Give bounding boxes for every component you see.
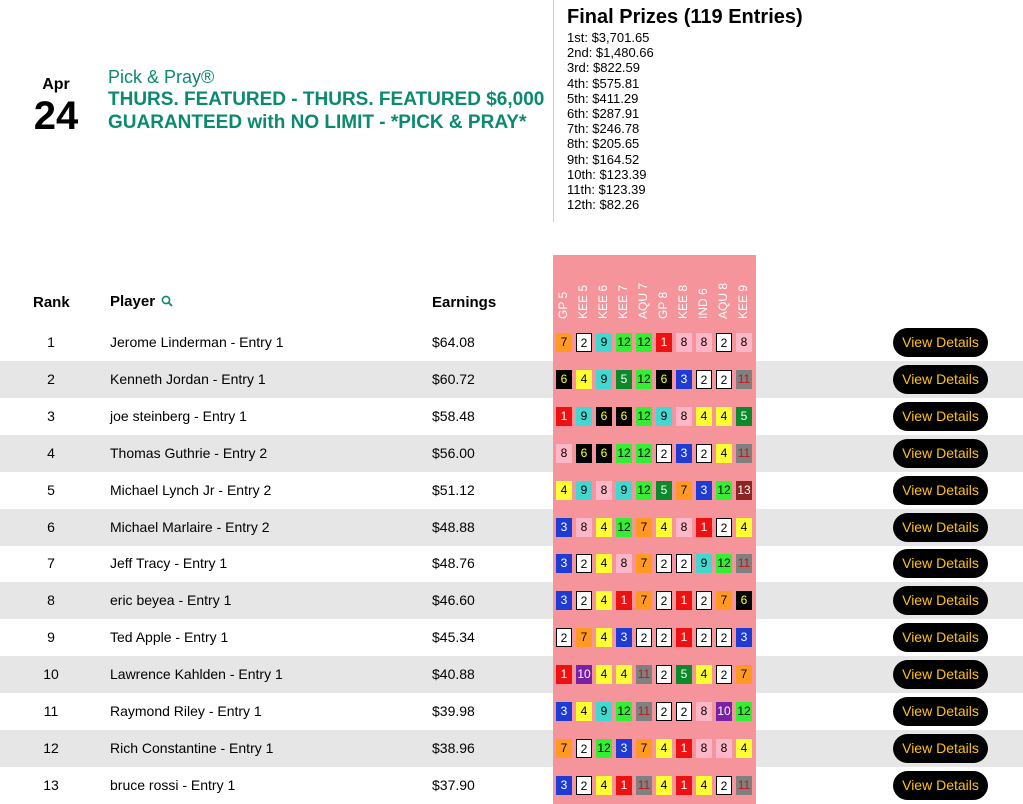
pick-badge: 5 [736, 407, 752, 426]
picks-strip [553, 509, 756, 546]
pick-badge: 7 [716, 591, 732, 610]
pick-badge: 9 [596, 333, 612, 352]
pick-badge: 4 [576, 370, 592, 389]
pick-badge: 1 [676, 591, 692, 610]
table-row [0, 730, 1023, 767]
pick-badge: 12 [636, 370, 652, 389]
pick-badge: 4 [716, 444, 732, 463]
prize-line: 3rd: $822.59 [567, 60, 641, 76]
table-row [0, 398, 1023, 435]
race-header [596, 255, 612, 319]
table-row [0, 324, 1023, 361]
pick-badge: 3 [556, 702, 572, 721]
race-header [556, 255, 572, 319]
player-name: Thomas Guthrie - Entry 2 [110, 444, 268, 461]
pick-badge: 11 [636, 776, 652, 795]
earnings-cell: $48.76 [432, 555, 475, 572]
pick-badge: 2 [656, 444, 672, 463]
pick-badge: 2 [656, 665, 672, 684]
pick-badge: 5 [616, 370, 632, 389]
pick-badge: 3 [556, 776, 572, 795]
pick-badge: 4 [736, 518, 752, 537]
prize-line: 1st: $3,701.65 [567, 30, 650, 45]
pick-badge: 4 [716, 407, 732, 426]
race-header-label: AQU 8 [716, 282, 730, 319]
pick-badge: 4 [696, 665, 712, 684]
pick-badge: 12 [616, 518, 632, 537]
table-row [0, 472, 1023, 509]
earnings-cell: $60.72 [432, 370, 475, 387]
table-row [0, 509, 1023, 546]
picks-strip [553, 324, 756, 361]
earnings-cell: $38.96 [432, 739, 475, 756]
rank-cell: 10 [43, 666, 59, 683]
rank-cell: 13 [43, 776, 59, 793]
pick-badge: 1 [676, 628, 692, 647]
pick-badge: 9 [596, 702, 612, 721]
race-header-label: KEE 8 [676, 284, 690, 319]
picks-strip [553, 361, 756, 398]
pick-badge: 7 [676, 481, 692, 500]
date-month: Apr [42, 76, 70, 93]
pick-badge: 2 [636, 628, 652, 647]
pick-badge: 2 [656, 702, 672, 721]
pick-badge: 7 [636, 554, 652, 573]
pick-badge: 13 [736, 481, 752, 500]
pick-badge: 2 [696, 370, 712, 389]
picks-strip [553, 619, 756, 656]
view-details-button[interactable]: View Details [893, 513, 988, 542]
table-row [0, 767, 1023, 804]
pick-badge: 11 [636, 665, 652, 684]
rank-cell: 2 [47, 370, 55, 387]
pick-badge: 7 [556, 739, 572, 758]
pick-badge: 6 [596, 444, 612, 463]
race-header-band [553, 255, 756, 325]
pick-badge: 4 [616, 665, 632, 684]
race-header-label: AQU 7 [636, 282, 650, 319]
pick-badge: 7 [636, 739, 652, 758]
pick-badge: 3 [676, 444, 692, 463]
pick-badge: 11 [636, 702, 652, 721]
pick-badge: 8 [696, 333, 712, 352]
player-name: Michael Lynch Jr - Entry 2 [110, 481, 272, 498]
pick-badge: 2 [716, 370, 732, 389]
rank-cell: 11 [43, 703, 59, 719]
pick-badge: 12 [636, 444, 652, 463]
earnings-header: Earnings [432, 294, 497, 311]
player-name: joe steinberg - Entry 1 [110, 407, 247, 424]
rank-cell: 12 [43, 739, 59, 756]
race-header [676, 255, 692, 319]
pick-badge: 4 [596, 591, 612, 610]
pick-badge: 6 [576, 444, 592, 463]
pick-badge: 7 [556, 333, 572, 352]
earnings-cell: $46.60 [432, 592, 475, 609]
race-header-label: IND 6 [696, 288, 710, 319]
rank-cell: 8 [47, 592, 55, 609]
pick-badge: 2 [676, 554, 692, 573]
pick-badge: 6 [596, 407, 612, 426]
pick-badge: 7 [636, 518, 652, 537]
player-name: Jerome Linderman - Entry 1 [110, 334, 284, 350]
rank-cell: 9 [47, 629, 55, 646]
picks-strip [553, 398, 756, 435]
view-details-button[interactable]: View Details [893, 697, 988, 726]
pick-badge: 6 [736, 591, 752, 610]
pick-badge: 7 [736, 665, 752, 684]
pick-badge: 8 [676, 407, 692, 426]
contest-title: THURS. FEATURED - THURS. FEATURED $6,000 GUARANTEED with NO LIMIT - *PICK & PRAY* [108, 89, 545, 133]
pick-badge: 11 [736, 370, 752, 389]
pick-badge: 8 [696, 739, 712, 758]
view-details-button[interactable]: View Details [893, 328, 988, 357]
picks-strip [553, 656, 756, 693]
race-header [636, 255, 652, 319]
pick-badge: 9 [576, 407, 592, 426]
pick-badge: 2 [576, 333, 592, 352]
view-details-button[interactable]: View Details [893, 660, 988, 689]
pick-badge: 7 [576, 628, 592, 647]
pick-badge: 8 [576, 518, 592, 537]
race-header [736, 255, 752, 319]
pick-badge: 2 [716, 665, 732, 684]
rank-cell: 5 [47, 481, 55, 498]
pick-badge: 2 [696, 591, 712, 610]
table-row [0, 361, 1023, 398]
pick-badge: 2 [696, 444, 712, 463]
pick-badge: 12 [636, 481, 652, 500]
pick-badge: 2 [716, 776, 732, 795]
pick-badge: 12 [716, 481, 732, 500]
picks-strip [553, 472, 756, 509]
picks-strip [553, 767, 756, 804]
prize-line: 4th: $575.81 [567, 75, 640, 91]
race-header [696, 255, 712, 319]
pick-badge: 8 [596, 481, 612, 500]
pick-badge: 8 [556, 444, 572, 463]
player-name: Jeff Tracy - Entry 1 [110, 555, 228, 572]
pick-badge: 2 [656, 554, 672, 573]
earnings-cell: $56.00 [432, 444, 475, 461]
pick-badge: 2 [676, 702, 692, 721]
view-details-button[interactable]: View Details [893, 623, 988, 652]
race-header-label: KEE 6 [596, 284, 610, 319]
pick-badge: 4 [656, 518, 672, 537]
pick-badge: 11 [736, 444, 752, 463]
prize-line: 6th: $287.91 [567, 106, 640, 122]
prize-line: 10th: $123.39 [567, 166, 647, 182]
pick-badge: 3 [556, 518, 572, 537]
earnings-cell: $39.98 [432, 703, 475, 719]
pick-badge: 12 [616, 702, 632, 721]
race-header-label: KEE 9 [736, 284, 750, 319]
player-name: Rich Constantine - Entry 1 [110, 739, 274, 756]
race-header-label: KEE 5 [576, 284, 590, 319]
pick-badge: 2 [576, 739, 592, 758]
earnings-cell: $40.88 [432, 666, 475, 683]
contest-info [108, 66, 558, 134]
contest-subtitle: Pick & Pray® [108, 67, 215, 87]
search-icon[interactable] [161, 294, 173, 311]
pick-badge: 2 [716, 333, 732, 352]
picks-strip [553, 582, 756, 619]
table-row [0, 656, 1023, 693]
earnings-cell: $64.08 [432, 334, 475, 350]
pick-badge: 2 [656, 628, 672, 647]
pick-badge: 2 [576, 591, 592, 610]
race-header [716, 255, 732, 319]
pick-badge: 2 [656, 591, 672, 610]
picks-strip [553, 730, 756, 767]
pick-badge: 12 [616, 333, 632, 352]
pick-badge: 2 [576, 554, 592, 573]
pick-badge: 8 [696, 702, 712, 721]
pick-badge: 10 [576, 665, 592, 684]
pick-badge: 3 [696, 481, 712, 500]
pick-badge: 9 [656, 407, 672, 426]
prize-line: 9th: $164.52 [567, 151, 640, 167]
pick-badge: 12 [636, 333, 652, 352]
pick-badge: 1 [676, 776, 692, 795]
pick-badge: 2 [556, 628, 572, 647]
earnings-cell: $37.90 [432, 776, 475, 793]
view-details-button[interactable]: View Details [893, 734, 988, 763]
table-row [0, 693, 1023, 730]
player-name: eric beyea - Entry 1 [110, 592, 232, 609]
race-header-label: GP 5 [556, 291, 570, 319]
pick-badge: 12 [736, 702, 752, 721]
pick-badge: 2 [716, 628, 732, 647]
pick-badge: 6 [616, 407, 632, 426]
pick-badge: 11 [736, 776, 752, 795]
prizes-panel [553, 0, 803, 222]
pick-badge: 4 [736, 739, 752, 758]
view-details-button[interactable]: View Details [893, 439, 988, 468]
pick-badge: 1 [696, 518, 712, 537]
earnings-cell: $45.34 [432, 629, 475, 646]
picks-strip [553, 435, 756, 472]
pick-badge: 1 [556, 665, 572, 684]
pick-badge: 2 [576, 776, 592, 795]
pick-badge: 1 [556, 407, 572, 426]
pick-badge: 9 [696, 554, 712, 573]
table-header [0, 255, 1023, 325]
pick-badge: 3 [736, 628, 752, 647]
pick-badge: 6 [556, 370, 572, 389]
prize-line: 11th: $123.39 [567, 182, 646, 198]
pick-badge: 4 [656, 739, 672, 758]
pick-badge: 4 [556, 481, 572, 500]
pick-badge: 3 [616, 739, 632, 758]
pick-badge: 4 [596, 518, 612, 537]
race-header [656, 255, 672, 319]
pick-badge: 1 [656, 333, 672, 352]
pick-badge: 10 [716, 702, 732, 721]
player-header[interactable] [110, 293, 173, 311]
race-header-label: GP 8 [656, 291, 670, 319]
player-name: Ted Apple - Entry 1 [110, 629, 229, 646]
rank-cell: 4 [47, 444, 55, 461]
pick-badge: 3 [676, 370, 692, 389]
pick-badge: 4 [596, 776, 612, 795]
pick-badge: 1 [616, 591, 632, 610]
prize-line: 2nd: $1,480.66 [567, 45, 654, 61]
player-name: Lawrence Kahlden - Entry 1 [110, 666, 283, 683]
pick-badge: 7 [636, 591, 652, 610]
pick-badge: 12 [636, 407, 652, 426]
pick-badge: 3 [556, 554, 572, 573]
pick-badge: 4 [656, 776, 672, 795]
table-row [0, 545, 1023, 582]
table-row [0, 582, 1023, 619]
view-details-button[interactable]: View Details [893, 771, 988, 800]
prize-line: 5th: $411.29 [567, 90, 639, 106]
picks-strip [553, 545, 756, 582]
prize-line: 8th: $205.65 [567, 136, 640, 152]
pick-badge: 12 [596, 739, 612, 758]
pick-badge: 3 [556, 591, 572, 610]
earnings-cell: $51.12 [432, 481, 475, 498]
race-header-label: KEE 7 [616, 284, 630, 319]
pick-badge: 4 [596, 665, 612, 684]
pick-badge: 2 [716, 518, 732, 537]
pick-badge: 3 [616, 628, 632, 647]
pick-badge: 4 [596, 628, 612, 647]
player-name: Kenneth Jordan - Entry 1 [110, 370, 266, 387]
race-header [576, 255, 592, 319]
pick-badge: 1 [616, 776, 632, 795]
pick-badge: 8 [736, 333, 752, 352]
player-header-label: Player [110, 293, 156, 310]
table-row [0, 435, 1023, 472]
date-day: 24 [33, 94, 79, 138]
view-details-button[interactable]: View Details [893, 365, 988, 394]
earnings-cell: $58.48 [432, 407, 475, 424]
pick-badge: 8 [676, 518, 692, 537]
pick-badge: 1 [676, 739, 692, 758]
pick-badge: 5 [656, 481, 672, 500]
view-details-button[interactable]: View Details [893, 549, 988, 578]
view-details-button[interactable]: View Details [893, 476, 988, 505]
pick-badge: 9 [616, 481, 632, 500]
player-name: Michael Marlaire - Entry 2 [110, 518, 270, 535]
pick-badge: 12 [716, 554, 732, 573]
pick-badge: 4 [576, 702, 592, 721]
view-details-button[interactable]: View Details [893, 402, 988, 431]
rank-cell: 6 [47, 518, 55, 535]
prize-line: 7th: $246.78 [567, 121, 640, 137]
pick-badge: 9 [576, 481, 592, 500]
prizes-heading: Final Prizes (119 Entries) [567, 6, 803, 28]
table-row [0, 619, 1023, 656]
pick-badge: 2 [696, 628, 712, 647]
picks-strip [553, 693, 756, 730]
rank-header: Rank [33, 294, 70, 311]
view-details-button[interactable]: View Details [893, 586, 988, 615]
player-name: bruce rossi - Entry 1 [110, 776, 236, 793]
pick-badge: 4 [596, 554, 612, 573]
pick-badge: 8 [716, 739, 732, 758]
earnings-cell: $48.88 [432, 518, 475, 535]
rank-cell: 7 [47, 555, 55, 572]
pick-badge: 4 [696, 407, 712, 426]
pick-badge: 11 [736, 554, 752, 573]
rank-cell: 1 [47, 334, 55, 350]
contest-date [28, 75, 84, 137]
prize-list [567, 30, 803, 212]
player-name: Raymond Riley - Entry 1 [110, 703, 262, 719]
rank-cell: 3 [47, 407, 55, 424]
pick-badge: 5 [676, 665, 692, 684]
pick-badge: 8 [676, 333, 692, 352]
pick-badge: 6 [656, 370, 672, 389]
pick-badge: 12 [616, 444, 632, 463]
pick-badge: 8 [616, 554, 632, 573]
pick-badge: 9 [596, 370, 612, 389]
race-header [616, 255, 632, 319]
prize-line: 12th: $82.26 [567, 197, 640, 213]
pick-badge: 4 [696, 776, 712, 795]
